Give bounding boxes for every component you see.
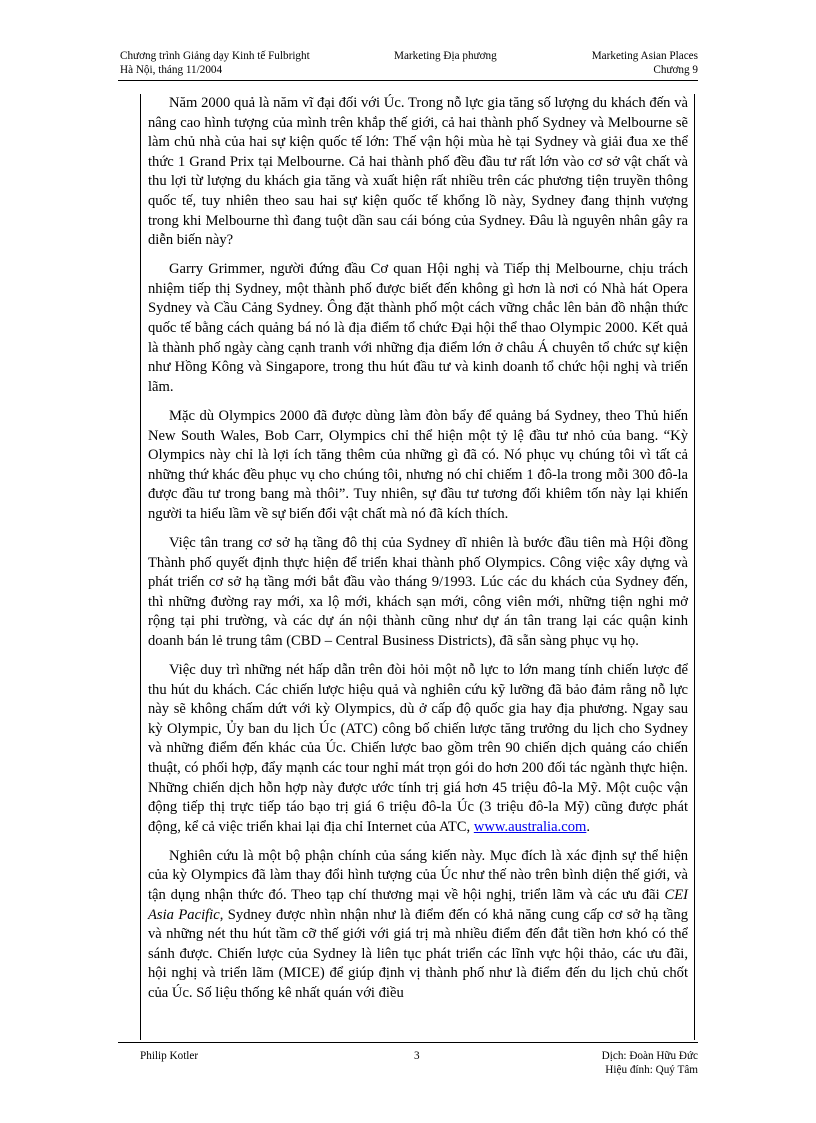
paragraph-1: Năm 2000 quả là năm vĩ đại đối với Úc. Trong nỗ lực gia tăng số lượng du khách đến và nâng cao hình tượng của mình trên khắp thế giới, cả hai thành phố Sydney và Melbourne sẽ làm chủ nhà của hai sự kiện quốc tế lớn: Thế vận hội mùa hè tại Sydney và giải đua xe thể thức 1 Grand Prix tại Melbourne. Cả hai thành phố đều đầu tư rất lớn vào cơ sở vật chất và thu lợi từ lượng du khách gia tăng và xuất hiện rất nhiều trên các phương tiện truyền thông quốc tế, tuy nhiên theo sau hai sự kiện quốc tế khổng lồ này, Sydney đang thịnh vượng trong khi Melbourne thì đang tuột dần sau cái bóng của Sydney. Đâu là nguyên nhân gây ra diễn biến này? — [148, 95, 688, 249]
header-program-name: Chương trình Giảng dạy Kinh tế Fulbright — [120, 50, 310, 62]
australia-website-link[interactable]: www.australia.com — [473, 818, 587, 835]
header-rule — [118, 80, 698, 81]
paragraph-6-rest: , Sydney được nhìn nhận như là điểm đến có khả năng cung cấp cơ sở hạ tầng và những nét thu hút tầm cỡ thế giới với giá trị mà nhiều điểm đến đắt tiền hơn khó có thể sánh được. Chiến lược của Sydney là liên tục phát triển các lĩnh vực hội thảo, các ưu đãi, hội nghị và triển lãm (MICE) để giúp định vị thành phố như là điểm đến du lịch chủ chốt của Úc. Số liệu thống kê nhất quán với điều — [148, 906, 688, 1002]
paragraph-5-end: . — [586, 818, 590, 835]
paragraph-6-start: Nghiên cứu là một bộ phận chính của sáng kiến này. Mục đích là xác định sự thể hiện của kỳ Olympics đã làm thay đổi hình tượng của Úc như thế nào trên bình diện thế giới, và tận dụng nhận thức đó. Theo tạp chí thương mại về hội nghị, triển lãm và các ưu đãi — [148, 847, 688, 904]
footer-author: Philip Kotler — [140, 1050, 199, 1062]
header-left — [120, 49, 310, 77]
paragraph-3: Mặc dù Olympics 2000 đã được dùng làm đòn bẩy để quảng bá Sydney, theo Thủ hiến New South Wales, Bob Carr, Olympics chỉ thể hiện một tỷ lệ đầu tư nhỏ của bang. “Kỳ Olympics này chỉ là lợi ích tăng thêm của những gì đã có. Nó phục vụ chúng tôi vì tất cả những thứ khác đều phục vụ cho chúng tôi, nhưng nó chỉ chiếm 1 đô-la trong mỗi 300 đô-la được đầu tư trong bang mà thôi”. Tuy nhiên, sự đầu tư tương đối khiêm tốn này lại khiến người ta hiểu lầm về sự biến đổi vật chất mà nó đã kích thích. — [148, 407, 688, 522]
paragraph-5 — [148, 661, 688, 837]
header-chapter: Chương 9 — [653, 64, 698, 76]
header-date: Hà Nội, tháng 11/2004 — [120, 64, 223, 76]
header-center — [394, 49, 497, 63]
header-book-title: Marketing Asian Places — [591, 50, 698, 62]
footer-rule — [118, 1042, 698, 1043]
publication-name: CEI Asia Pacific — [148, 887, 688, 923]
paragraph-2: Garry Grimmer, người đứng đầu Cơ quan Hội nghị và Tiếp thị Melbourne, chịu trách nhiệm tiếp thị Sydney, một thành phố được biết đến không gì hơn là nơi có Nhà hát Opera Sydney và Cầu Cảng Sydney. Ông đặt thành phố một cách vững chắc lên bản đồ nhận thức quốc tế bằng cách quảng bá nó là địa điểm tổ chức Đại hội thể thao Olympic 2000. Kết quả là thành phố ngày càng cạnh tranh với những địa điểm lớn ở châu Á chuyên tổ chức sự kiện như Hồng Kông và Singapore, trong thu hút đầu tư và kinh doanh tổ chức hội nghị và triển lãm. — [148, 261, 688, 395]
header-course-title: Marketing Địa phương — [394, 50, 497, 62]
footer-credits — [602, 1049, 698, 1077]
footer-translator: Dịch: Đoàn Hữu Đức — [601, 1050, 698, 1062]
paragraph-4: Việc tân trang cơ sở hạ tầng đô thị của Sydney dĩ nhiên là bước đầu tiên mà Hội đồng Thành phố quyết định thực hiện để triển khai thành phố Olympics. Công việc xây dựng và phát triển cơ sở hạ tầng mới bắt đầu vào tháng 9/1993. Lúc các du khách của Sydney đến, thì những đường ray mới, xa lộ mới, khách sạn mới, công viên mới, những tiện nghi mở rộng tại phi trường, và các dự án nội thành cũng như dự án tân trang lại các quận kinh doanh bán lẻ trung tâm (CBD – Central Business Districts), đã sẵn sàng phục vụ họ. — [148, 534, 688, 649]
case-study-box — [140, 94, 695, 1040]
page-number: 3 — [414, 1050, 420, 1062]
header-right — [592, 49, 698, 77]
paragraph-5-text: Việc duy trì những nét hấp dẫn trên đòi hỏi một nỗ lực to lớn mang tính chiến lược để thu hút du khách. Các chiến lược hiệu quả và nghiên cứu kỹ lưỡng đã bảo đảm rằng nỗ lực này sẽ không chấm dứt với kỳ Olympics, dù ở cấp độ quốc gia hay địa phương. Ngay sau kỳ Olympic, Ủy ban du lịch Úc (ATC) công bố chiến lược tăng trưởng du lịch cho Sydney và những điểm đến khác của Úc. Chiến lược bao gồm trên 90 chiến dịch quảng cáo chiến thuật, có phối hợp, đẩy mạnh các tour nghỉ mát trọn gói do hơn 200 đối tác ngành thực hiện. Những chiến dịch hỗn hợp này được ước tính trị giá hơn 45 triệu đô-la Mỹ. Một cuộc vận động tiếp thị trực tiếp táo bạo trị giá 6 triệu đô-la Úc (3 triệu đô-la Mỹ) cũng được phát động, kể cả việc triển khai lại địa chỉ Internet của ATC, — [148, 662, 688, 835]
paragraph-6 — [148, 847, 688, 1004]
footer-editor: Hiệu đính: Quý Tâm — [605, 1064, 698, 1076]
